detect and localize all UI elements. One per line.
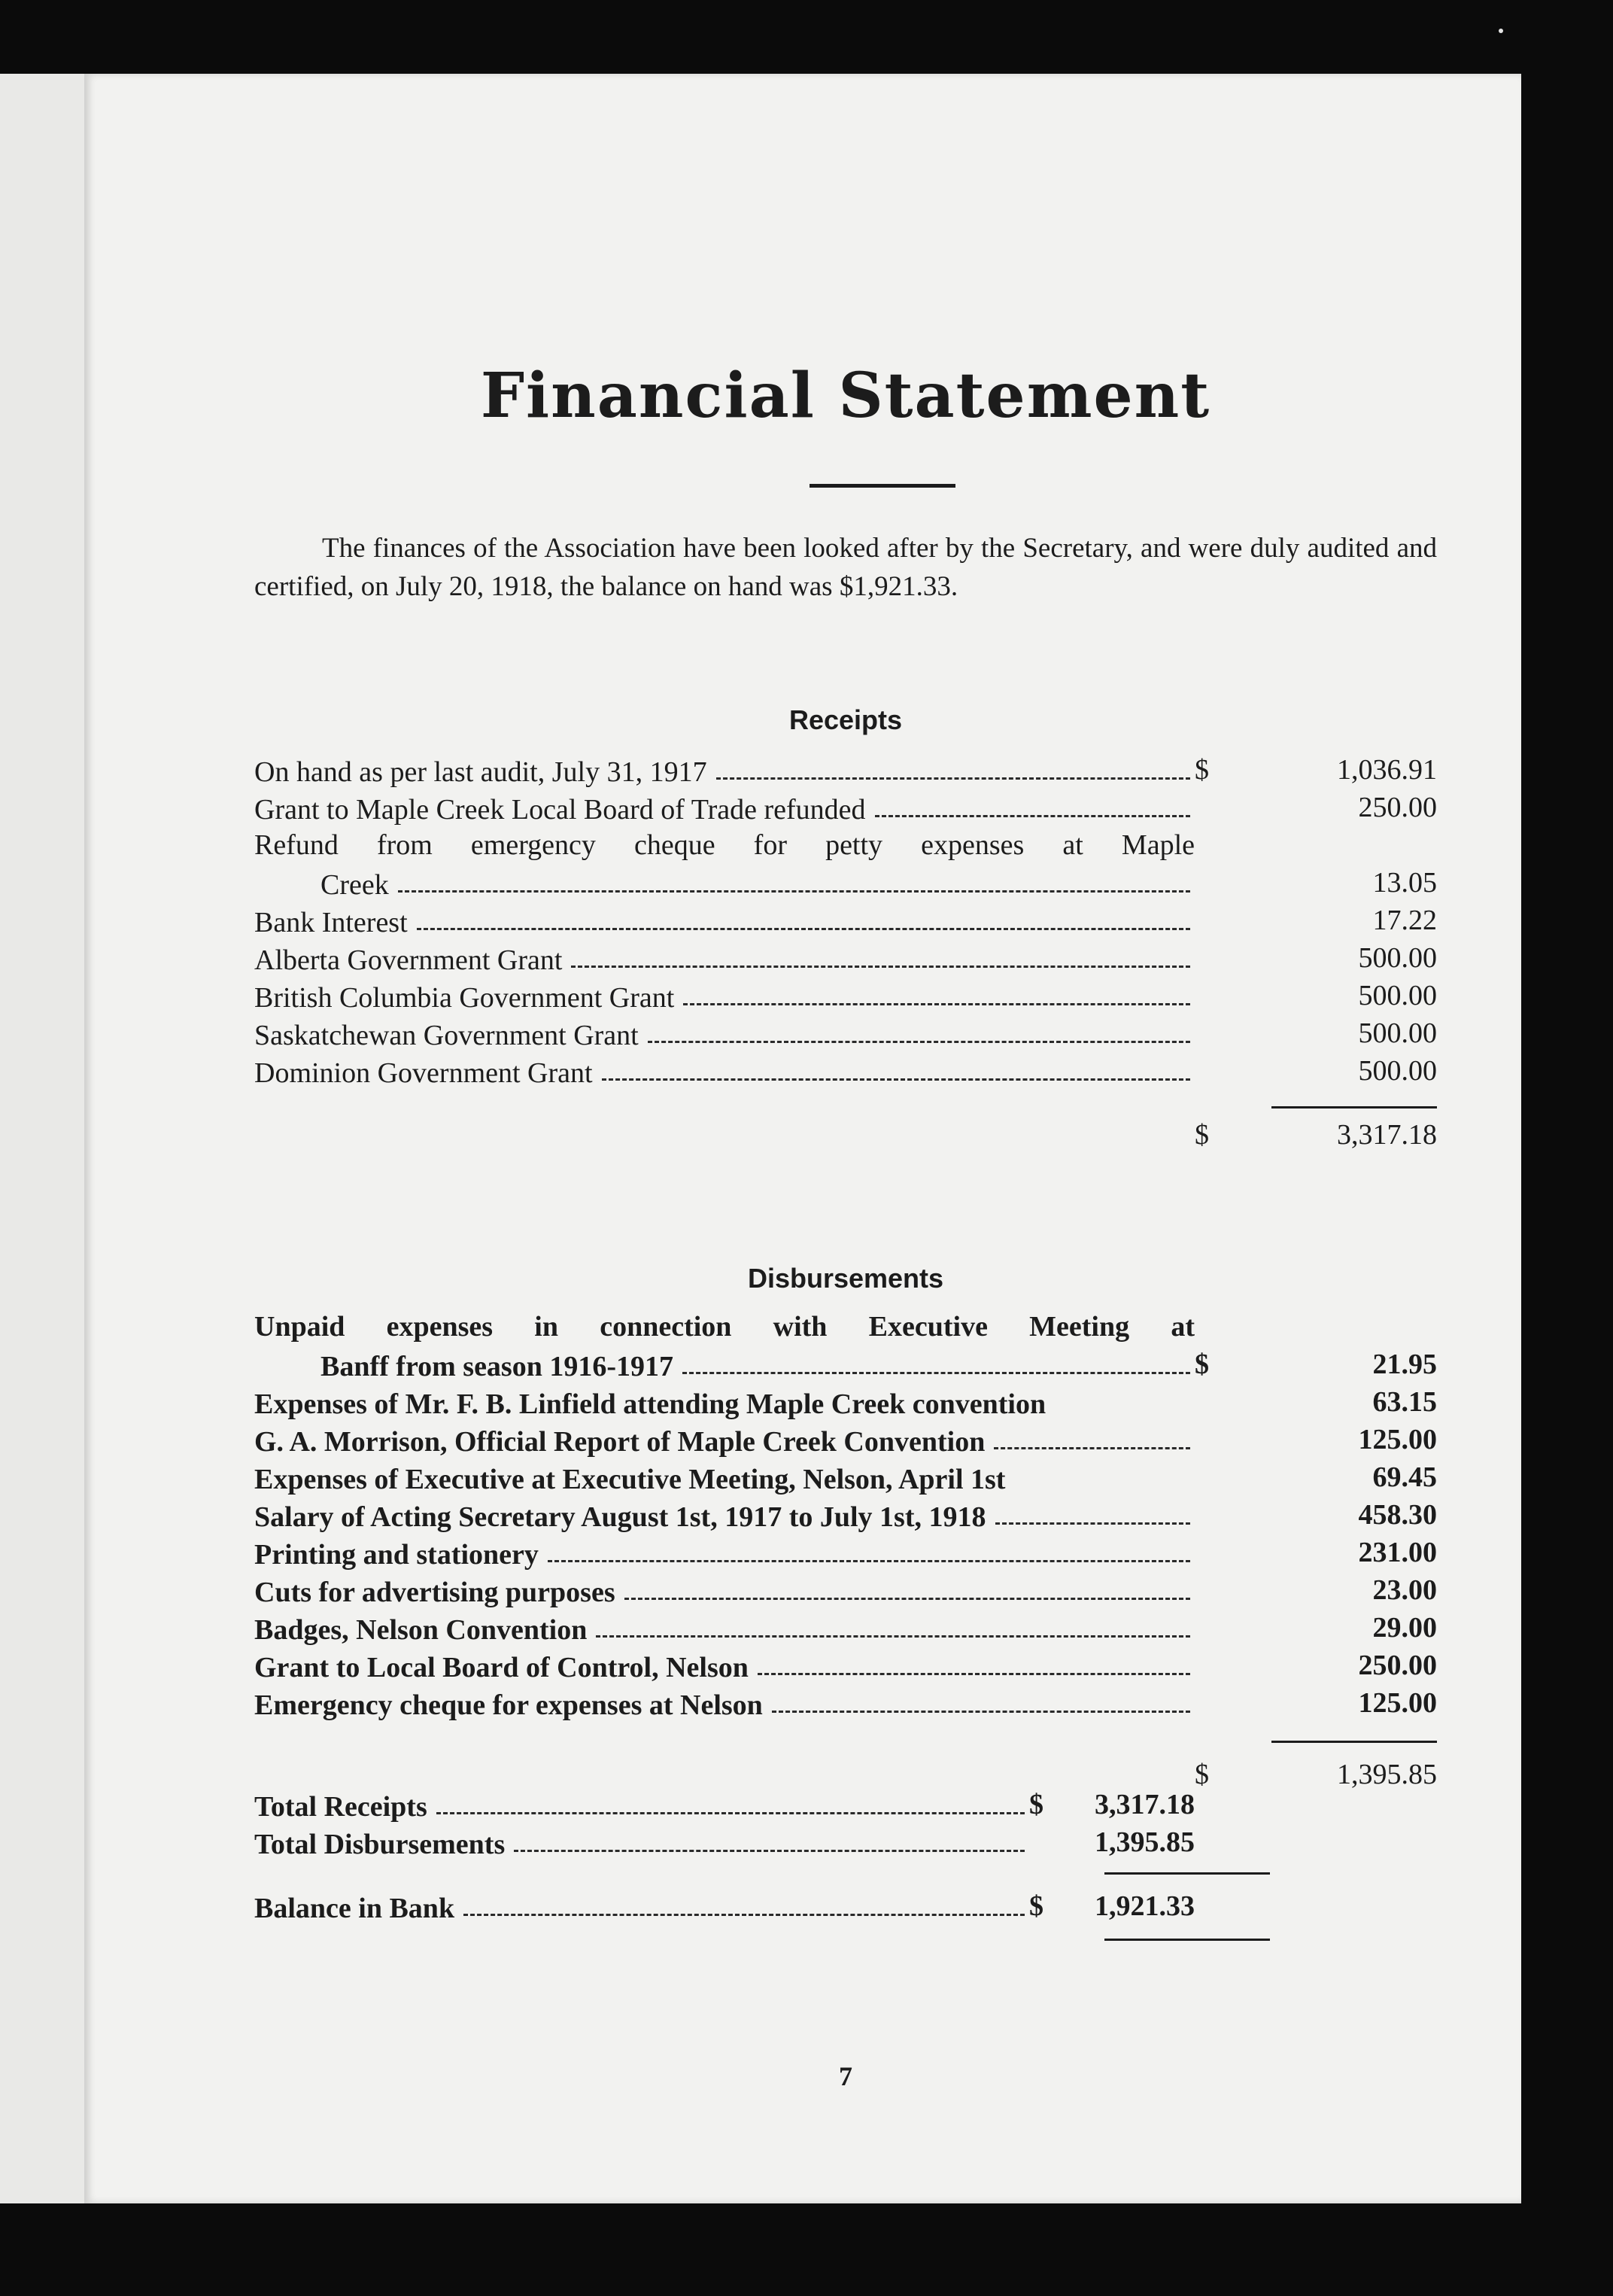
receipt-amount: 1,036.91	[1337, 754, 1437, 786]
disbursement-desc: Expenses of Executive at Executive Meeting, Nelson, April 1st	[254, 1464, 1006, 1495]
disbursements-heading: Disbursements	[747, 1263, 944, 1294]
receipt-desc: On hand as per last audit, July 31, 1917	[254, 756, 707, 788]
receipt-amount: 13.05	[1372, 867, 1437, 899]
disbursement-row	[254, 1346, 1437, 1383]
receipts-total-currency: $	[1195, 1119, 1209, 1151]
page-number: 7	[839, 2061, 852, 2091]
disbursement-row	[254, 1609, 1437, 1647]
receipt-amount: 500.00	[1358, 1017, 1437, 1049]
receipt-row	[254, 751, 1437, 789]
disbursement-row	[254, 1534, 1437, 1571]
disbursement-desc: Cuts for advertising purposes	[254, 1577, 615, 1608]
receipt-desc: Bank Interest	[254, 907, 408, 938]
disbursement-row	[254, 1647, 1437, 1684]
receipt-row	[254, 1014, 1437, 1052]
receipt-amount: 17.22	[1372, 905, 1437, 936]
disbursement-desc: Printing and stationery	[254, 1539, 539, 1571]
disbursement-row	[254, 1383, 1437, 1421]
receipt-row	[254, 1052, 1437, 1090]
summary-total-receipts-label: Total Receipts	[254, 1791, 427, 1823]
previous-page-edge	[0, 74, 91, 2203]
disbursement-desc: Salary of Acting Secretary August 1st, 1917 to July 1st, 1918	[254, 1501, 986, 1533]
receipt-desc-line1: Refund from emergency cheque for petty expenses at Maple	[254, 829, 1195, 861]
title-rule	[810, 484, 955, 488]
disbursement-amount: 458.30	[1358, 1499, 1437, 1531]
disbursement-amount: 231.00	[1358, 1537, 1437, 1568]
summary-total-disbursements: 1,395.85	[1095, 1826, 1195, 1858]
summary-total-disbursements-row	[254, 1823, 1195, 1861]
receipts-sum-rule	[1271, 1106, 1437, 1108]
receipt-desc: Dominion Government Grant	[254, 1057, 593, 1089]
summary-total-disbursements-label: Total Disbursements	[254, 1829, 506, 1860]
disbursement-desc: Banff from season 1916-1917	[320, 1351, 674, 1382]
receipt-desc: British Columbia Government Grant	[254, 982, 675, 1014]
receipts-heading: Receipts	[788, 704, 903, 735]
summary-balance-rule	[1104, 1939, 1270, 1941]
disbursement-amount: 125.00	[1358, 1687, 1437, 1719]
receipt-row	[254, 977, 1437, 1014]
disbursement-desc: G. A. Morrison, Official Report of Maple Creek Convention	[254, 1426, 986, 1458]
receipt-amount: 250.00	[1358, 792, 1437, 823]
receipts-total-row	[254, 1116, 1437, 1154]
summary-balance: 1,921.33	[1095, 1890, 1195, 1922]
summary-total-receipts: 3,317.18	[1095, 1789, 1195, 1820]
disbursement-row	[254, 1571, 1437, 1609]
receipt-row	[254, 789, 1437, 826]
disbursement-row	[254, 1421, 1437, 1458]
receipts-total: 3,317.18	[1337, 1119, 1437, 1151]
receipt-amount: 500.00	[1358, 1055, 1437, 1087]
disbursement-row	[254, 1684, 1437, 1722]
summary-balance-currency: $	[1029, 1890, 1043, 1922]
receipt-row	[254, 902, 1437, 939]
receipt-row	[254, 864, 1437, 902]
disbursement-desc: Expenses of Mr. F. B. Linfield attending Maple Creek convention	[254, 1388, 1046, 1420]
receipt-desc: Grant to Maple Creek Local Board of Trade refunded	[254, 794, 866, 826]
disbursement-desc-line1: Unpaid expenses in connection with Executive Meeting at	[254, 1311, 1195, 1343]
summary-sum-rule	[1104, 1872, 1270, 1875]
receipt-desc: Alberta Government Grant	[254, 944, 563, 976]
receipt-row	[254, 939, 1437, 977]
summary-balance-label: Balance in Bank	[254, 1893, 455, 1924]
disbursement-amount: 125.00	[1358, 1424, 1437, 1455]
disbursements-total-currency: $	[1195, 1759, 1209, 1790]
receipt-amount: 500.00	[1358, 980, 1437, 1011]
disbursements-total: 1,395.85	[1337, 1759, 1437, 1790]
summary-balance-row	[254, 1887, 1195, 1925]
disbursement-desc: Badges, Nelson Convention	[254, 1614, 588, 1646]
disbursement-desc: Emergency cheque for expenses at Nelson	[254, 1689, 763, 1721]
disbursement-amount: 250.00	[1358, 1650, 1437, 1681]
disbursement-amount: 21.95	[1372, 1349, 1437, 1380]
disbursement-currency: $	[1195, 1349, 1209, 1380]
intro-paragraph: The finances of the Association have been looked after by the Secretary, and were duly audited and certified, on July 20, 1918, the balance on hand was $1,921.33.	[254, 533, 1437, 602]
document-page	[84, 74, 1521, 2203]
receipt-desc: Creek	[320, 869, 389, 901]
receipt-amount: 500.00	[1358, 942, 1437, 974]
disbursement-amount: 69.45	[1372, 1461, 1437, 1493]
summary-total-receipts-currency: $	[1029, 1789, 1043, 1820]
disbursement-amount: 63.15	[1372, 1386, 1437, 1418]
disbursement-amount: 29.00	[1372, 1612, 1437, 1644]
page-title: Financial Statement	[480, 360, 1211, 432]
summary-total-receipts-row	[254, 1786, 1195, 1823]
disbursement-desc: Grant to Local Board of Control, Nelson	[254, 1652, 749, 1683]
disbursements-sum-rule	[1271, 1741, 1437, 1743]
disbursement-row	[254, 1496, 1437, 1534]
disbursement-row	[254, 1458, 1437, 1496]
receipt-desc: Saskatchewan Government Grant	[254, 1020, 639, 1051]
receipt-currency: $	[1195, 754, 1209, 786]
disbursement-amount: 23.00	[1372, 1574, 1437, 1606]
